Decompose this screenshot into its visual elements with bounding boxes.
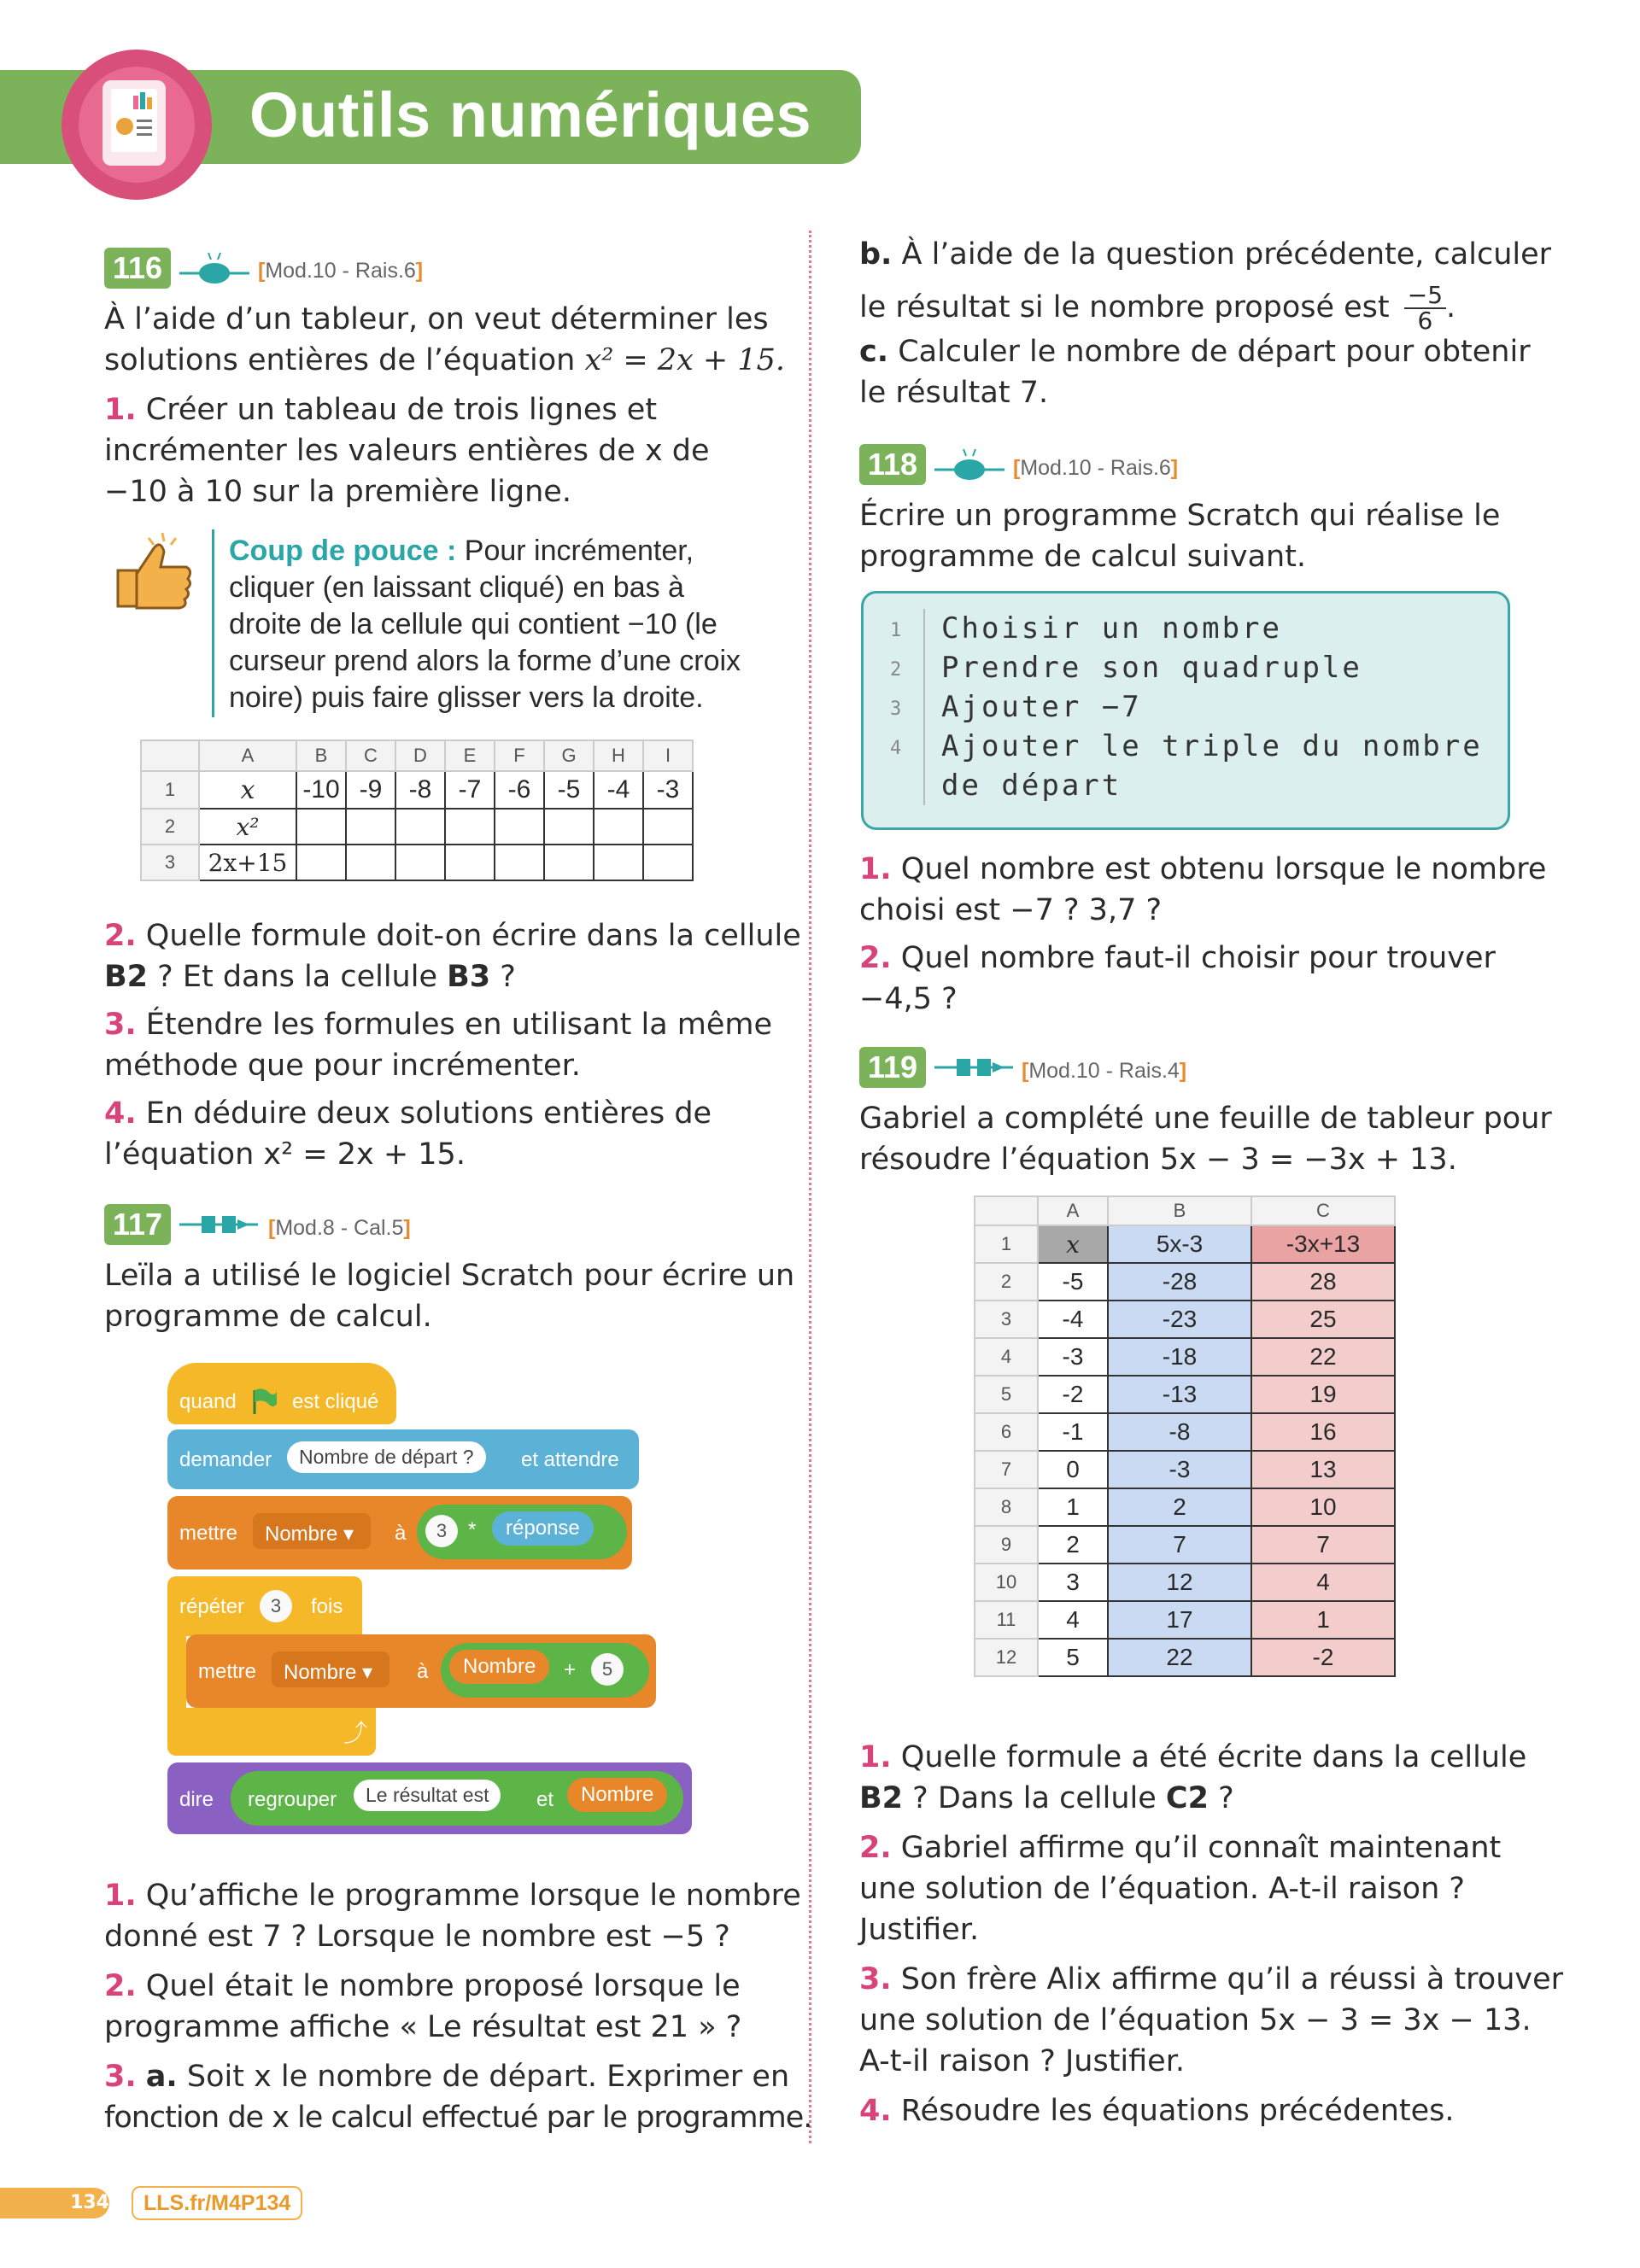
difficulty-plug-icon [931,444,1008,485]
ex119-q3-line3: A-t-il raison ? Justifier. [859,2044,1186,2078]
algo-line: Choisir un nombre [941,611,1282,646]
cell-a3: 2x+15 [199,845,296,880]
cell-a1: x [199,771,296,809]
scratch-text: et attendre [521,1448,619,1471]
cell [296,845,346,880]
difficulty-plug-icon [931,1052,1016,1083]
scratch-ask-block [167,1429,639,1489]
ex117-q1-line2: donné est 7 ? Lorsque le nombre est −5 ? [104,1920,730,1954]
table-row [975,1263,1395,1301]
difficulty-plug-icon [176,248,253,289]
row-header: 12 [975,1639,1038,1676]
scratch-number-input: 5 [591,1653,624,1686]
scratch-set-block [167,1496,632,1569]
scratch-text: répéter [179,1595,245,1618]
row-header: 3 [975,1301,1038,1338]
scratch-say-block [167,1762,692,1834]
cell: -3 [643,771,693,809]
scratch-text: mettre [179,1522,238,1545]
table-row [975,1301,1395,1338]
ex118-q2-line1: 2. Quel nombre faut-il choisir pour trouver [859,941,1496,975]
scratch-text: dire [179,1788,214,1811]
cell: 17 [1108,1601,1251,1639]
scratch-answer-reporter: réponse [492,1511,594,1546]
table-row [975,1451,1395,1488]
scratch-text: * [468,1518,477,1541]
ex117-qc-line1: c. Calculer le nombre de départ pour obtenir [859,335,1531,369]
cell: -9 [346,771,395,809]
ex119-q1-line2: B2 ? Dans la cellule C2 ? [859,1781,1234,1815]
corner-cell [141,740,199,771]
exercise-number-118: 118 [859,444,926,485]
ex116-q1-line3: −10 à 10 sur la première ligne. [104,475,571,509]
cell [296,809,346,845]
scratch-var-dropdown: Nombre ▾ [284,1661,373,1684]
algo-line-number: 3 [890,699,902,720]
ex117-q3-line2: fonction de x le calcul effectué par le programme. [104,2101,812,2135]
tip-line4: curseur prend alors la forme d’une croix [229,645,741,677]
spreadsheet-119 [974,1195,1396,1677]
row-header: 1 [141,771,199,809]
ex117-qc-line2: le résultat 7. [859,376,1049,410]
cell: 4 [1038,1601,1108,1639]
ex116-q3-line1: 3. Étendre les formules en utilisant la même [104,1008,773,1042]
column-divider [809,231,811,2143]
col-header: D [395,740,445,771]
exercise-number-119: 119 [859,1047,926,1088]
cell: 28 [1251,1263,1395,1301]
ex117-q3-line1: 3. a. Soit x le nombre de départ. Exprimer en [104,2060,790,2094]
page-number: 134 [0,2188,109,2218]
ex119-q1-line1: 1. Quelle formule a été écrite dans la cellule [859,1740,1527,1774]
scratch-text-input: Le résultat est [354,1780,501,1811]
ex119-intro-line1: Gabriel a complété une feuille de tableur pour [859,1102,1552,1136]
ex119-q2-line1: 2. Gabriel affirme qu’il connaît maintenant [859,1831,1502,1865]
ex117-intro-line1: Leïla a utilisé le logiciel Scratch pour écrire un [104,1259,795,1293]
exercise-tag-116: [Mod.10 - Rais.6] [258,259,424,283]
scratch-text: mettre [198,1660,257,1683]
cell: -7 [445,771,495,809]
cell: 16 [1251,1413,1395,1451]
scratch-text: quand [179,1390,237,1413]
difficulty-plug-icon [176,1209,261,1240]
row-header: 8 [975,1488,1038,1526]
col-header: I [643,740,693,771]
cell: -5 [544,771,594,809]
cell: -28 [1108,1263,1251,1301]
ex119-q2-line2: une solution de l’équation. A-t-il raison ? [859,1872,1465,1906]
ex116-q3-line2: méthode que pour incrémenter. [104,1049,581,1083]
ex118-q1-line1: 1. Quel nombre est obtenu lorsque le nombre [859,852,1547,886]
table-row [975,1376,1395,1413]
row-header: 3 [141,845,199,880]
ex119-q3-line2: une solution de l’équation 5x − 3 = 3x − 13. [859,2003,1532,2037]
cell [445,809,495,845]
cell: 1 [1038,1488,1108,1526]
ex116-q1-line2: incrémenter les valeurs entières de x de [104,434,710,468]
cell [395,809,445,845]
cell: -4 [1038,1301,1108,1338]
table-row [975,1488,1395,1526]
loop-arrow-icon: ⤴ [343,1720,368,1746]
ex116-q4-line2: l’équation x² = 2x + 15. [104,1137,466,1172]
cell: 4 [1251,1564,1395,1601]
cell [643,809,693,845]
table-row [975,1413,1395,1451]
scratch-number-input: 3 [260,1590,292,1622]
scratch-text: à [417,1660,429,1683]
scratch-repeat-block [167,1576,362,1636]
cell [594,809,643,845]
cell: -10 [296,771,346,809]
cell: 25 [1251,1301,1395,1338]
cell [395,845,445,880]
algo-line-number: 1 [890,620,902,641]
cell [495,845,544,880]
table-row [975,1338,1395,1376]
cell-c1: -3x+13 [1251,1225,1395,1263]
scratch-repeat-bottom [167,1708,376,1756]
table-row [975,1601,1395,1639]
col-header: A [1038,1196,1108,1225]
cell: -3 [1038,1338,1108,1376]
ex116-intro-line2: solutions entières de l’équation x² = 2x + 15. [104,343,786,377]
exercise-number-116: 116 [104,248,171,289]
algo-line: Ajouter −7 [941,690,1142,724]
ex117-qb-line2: le résultat si le nombre proposé est $\frac{-5}{6}$ . [859,281,1456,335]
cell-b1: 5x-3 [1108,1225,1251,1263]
algo-line: Ajouter le triple du nombre [941,729,1483,763]
cell: -8 [395,771,445,809]
ex117-q1-line1: 1. Qu’affiche le programme lorsque le nombre [104,1879,801,1913]
cell: 22 [1108,1639,1251,1676]
ex119-intro-line2: résoudre l’équation 5x − 3 = −3x + 13. [859,1143,1457,1177]
tip-line3: droite de la cellule qui contient −10 (le [229,608,718,640]
scratch-set-block-2 [186,1634,656,1708]
col-header: C [346,740,395,771]
cell: -1 [1038,1413,1108,1451]
row-header: 6 [975,1413,1038,1451]
scratch-text: demander [179,1448,272,1471]
ex119-q2-line3: Justifier. [859,1913,980,1947]
col-header: B [1108,1196,1251,1225]
cell: 2 [1108,1488,1251,1526]
cell: -18 [1108,1338,1251,1376]
cell [346,845,395,880]
cell: -23 [1108,1301,1251,1338]
page-title: Outils numériques [249,79,812,150]
ex117-intro-line2: programme de calcul. [104,1300,432,1334]
scratch-text: à [395,1522,407,1545]
cell: -2 [1038,1376,1108,1413]
cell: -5 [1038,1263,1108,1301]
ex116-intro-line1: À l’aide d’un tableur, on veut déterminer les [104,302,769,336]
spreadsheet-116 [140,739,694,881]
thumbs-up-icon [111,529,196,615]
scratch-text: regrouper [248,1788,337,1811]
scratch-text: fois [311,1595,343,1618]
row-header: 4 [975,1338,1038,1376]
green-flag-icon [249,1387,278,1416]
cell: 5 [1038,1639,1108,1676]
table-row [975,1526,1395,1564]
algo-line-number: 2 [890,659,902,681]
ex116-q4-line1: 4. En déduire deux solutions entières de [104,1096,712,1131]
fraction-numerator: −5 [1404,284,1446,309]
scratch-variable-reporter: Nombre [449,1650,549,1684]
cell [445,845,495,880]
fraction [1404,281,1446,335]
cell: 12 [1108,1564,1251,1601]
exercise-tag-118: [Mod.10 - Rais.6] [1013,456,1179,480]
cell [594,845,643,880]
ex117-q2-line1: 2. Quel était le nombre proposé lorsque le [104,1969,741,2003]
col-header: H [594,740,643,771]
table-row [975,1564,1395,1601]
ex118-q2-line2: −4,5 ? [859,982,958,1016]
ex118-q1-line2: choisi est −7 ? 3,7 ? [859,893,1163,927]
row-header: 10 [975,1564,1038,1601]
corner-cell [975,1196,1038,1225]
tip-line2: cliquer (en laissant cliqué) en bas à [229,571,684,604]
cell-a2: x² [199,809,296,845]
resource-link[interactable]: LLS.fr/M4P134 [132,2186,302,2220]
col-header: F [495,740,544,771]
row-header: 5 [975,1376,1038,1413]
row-header: 1 [975,1225,1038,1263]
tip-line5: noire) puis faire glisser vers la droite. [229,681,704,714]
cell: -3 [1108,1451,1251,1488]
cell: 0 [1038,1451,1108,1488]
ex119-q4-line1: 4. Résoudre les équations précédentes. [859,2094,1455,2128]
cell [544,845,594,880]
algo-line-number: 4 [890,738,902,759]
row-header: 2 [975,1263,1038,1301]
cell: -8 [1108,1413,1251,1451]
table-row [975,1639,1395,1676]
cell: 7 [1251,1526,1395,1564]
tip-bar [212,529,214,717]
algo-line: Prendre son quadruple [941,651,1362,685]
ex118-intro-line2: programme de calcul suivant. [859,540,1307,574]
ex116-q2-line2: B2 ? Et dans la cellule B3 ? [104,960,516,994]
cell [643,845,693,880]
scratch-text: et [536,1788,554,1811]
cell: 7 [1108,1526,1251,1564]
tip-box [229,533,741,716]
row-header: 9 [975,1526,1038,1564]
line-number-divider [923,609,925,805]
cell: 19 [1251,1376,1395,1413]
exercise-tag-119: [Mod.10 - Rais.4] [1022,1059,1187,1083]
cell: 2 [1038,1526,1108,1564]
cell: 10 [1251,1488,1395,1526]
ex118-intro-line1: Écrire un programme Scratch qui réalise le [859,499,1501,533]
scratch-text: est cliqué [292,1390,379,1413]
col-header: C [1251,1196,1395,1225]
col-header: A [199,740,296,771]
cell: 3 [1038,1564,1108,1601]
cell [544,809,594,845]
cell [346,809,395,845]
cell: 22 [1251,1338,1395,1376]
col-header: G [544,740,594,771]
exercise-number-117: 117 [104,1204,171,1245]
exercise-tag-117: [Mod.8 - Cal.5] [268,1216,411,1240]
ex116-q2-line1: 2. Quelle formule doit-on écrire dans la cellule [104,919,801,953]
cell: -2 [1251,1639,1395,1676]
ex119-q3-line1: 3. Son frère Alix affirme qu’il a réussi à trouver [859,1962,1564,1996]
scratch-var-dropdown: Nombre ▾ [265,1523,354,1546]
row-header: 7 [975,1451,1038,1488]
col-header: B [296,740,346,771]
algo-line: de départ [941,769,1122,803]
scratch-number-input: 3 [425,1515,458,1547]
col-header: E [445,740,495,771]
ex116-q1-line1: 1. Créer un tableau de trois lignes et [104,393,658,427]
scratch-ask-input: Nombre de départ ? [287,1441,486,1473]
row-header: 2 [141,809,199,845]
ex117-qb-line1: b. À l’aide de la question précédente, calculer [859,237,1552,272]
row-header: 11 [975,1601,1038,1639]
cell: -6 [495,771,544,809]
cell: 1 [1251,1601,1395,1639]
cell [495,809,544,845]
tip-line1: Coup de pouce : Pour incrémenter, [229,535,694,567]
cell: 13 [1251,1451,1395,1488]
fraction-denominator: 6 [1417,307,1433,335]
scratch-when-flag-block [167,1363,396,1424]
tablet-screen [111,89,157,152]
cell: -4 [594,771,643,809]
cell: -13 [1108,1376,1251,1413]
scratch-variable-reporter: Nombre [567,1778,667,1812]
cell-a1: x [1038,1225,1108,1263]
ex117-q2-line2: programme affiche « Le résultat est 21 » ? [104,2010,742,2044]
scratch-text: + [564,1658,577,1681]
